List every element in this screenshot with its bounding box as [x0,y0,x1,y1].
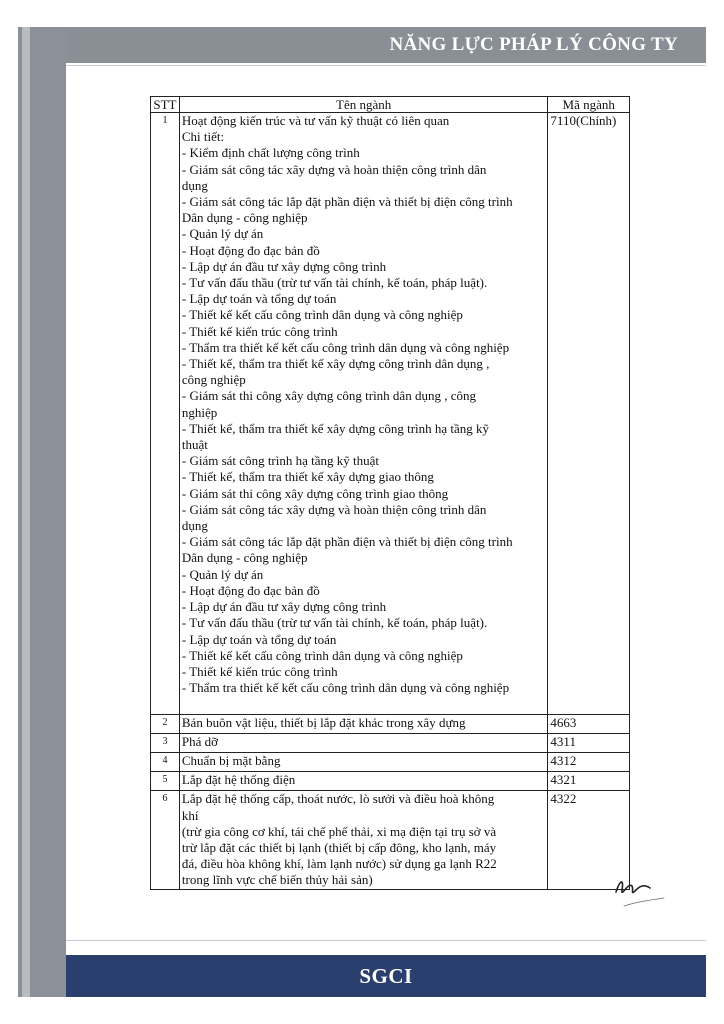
row-line: - Thẩm tra thiết kế kết cấu công trình dân dụng và công nghiệp [181,339,510,355]
row-line: trừ lắp đặt các thiết bị lạnh (thiết bị cấp đông, kho lạnh, máy [181,839,497,855]
row-name [179,791,548,889]
row-name [179,772,548,791]
row-line: dụng [181,177,208,193]
row-line: Lắp đặt hệ thống điện [181,772,296,788]
row-line: - Thiết kế kiến trúc công trình [181,323,338,339]
row-line: - Thẩm tra thiết kế kết cấu công trình dân dụng và công nghiệp [181,680,510,696]
row-stt: 3 [151,734,180,753]
row-line: - Lập dự án đầu tư xây dựng công trình [181,258,387,274]
signature-mark [606,872,678,916]
row-line: - Lập dự án đầu tư xây dựng công trình [181,599,387,615]
row-line: đá, điều hòa không khí, làm lạnh nước) sử dụng ga lạnh R22 [181,856,497,872]
page-footer [66,955,706,997]
row-code: 4312 [548,753,630,772]
header-code: Mã ngành [548,97,630,113]
row-line: Phá dỡ [181,734,219,750]
row-line: dụng [181,518,208,534]
row-line: Chi tiết: [181,129,225,145]
row-line: - Quản lý dự án [181,226,264,242]
row-line: - Thiết kế, thẩm tra thiết kế xây dựng công trình dân dụng , [181,356,490,372]
left-decor-stripe [22,27,30,997]
table-row [151,791,630,889]
row-line: - Giám sát công tác lắp đặt phần điện và thiết bị điện công trình [181,534,513,550]
row-line: - Giám sát công tác xây dựng và hoàn thiện công trình dân [181,161,487,177]
table-row [151,113,630,715]
row-stt: 1 [151,113,180,715]
row-name [179,113,548,715]
row-line: - Thiết kế, thẩm tra thiết kế xây dựng công trình hạ tầng kỹ [181,420,490,436]
row-line: khí [181,807,199,823]
header-name: Tên ngành [179,97,548,113]
row-line: - Thiết kế kiến trúc công trình [181,663,338,679]
row-line: Lắp đặt hệ thống cấp, thoát nước, lò sưởi và điều hoà không [181,791,495,807]
row-line: - Giám sát công trình hạ tầng kỹ thuật [181,453,380,469]
table-header-row [151,97,630,113]
row-stt: 4 [151,753,180,772]
row-line: nghiệp [181,404,218,420]
row-line: - Giám sát công tác xây dựng và hoàn thiện công trình dân [181,501,487,517]
row-line: - Tư vấn đấu thầu (trừ tư vấn tài chính, kế toán, pháp luật). [181,615,488,631]
row-code: 7110(Chính) [548,113,630,715]
row-stt: 2 [151,715,180,734]
row-code: 4311 [548,734,630,753]
table-row [151,753,630,772]
table-row [151,734,630,753]
row-line: Bán buôn vật liệu, thiết bị lắp đặt khác trong xây dựng [181,715,466,731]
row-line: - Tư vấn đấu thầu (trừ tư vấn tài chính, kế toán, pháp luật). [181,275,488,291]
footer-divider [66,940,706,941]
row-line: - Thiết kế kết cấu công trình dân dụng và công nghiệp [181,647,463,663]
row-line: công nghiệp [181,372,246,388]
page-title: NĂNG LỰC PHÁP LÝ CÔNG TY [389,34,678,55]
row-name [179,734,548,753]
row-line: - Lập dự toán và tổng dự toán [181,291,337,307]
row-line: - Hoạt động đo đạc bản đồ [181,582,320,598]
row-line: - Giám sát thi công xây dựng công trình giao thông [181,485,449,501]
row-line: thuật [181,437,208,453]
row-code: 4663 [548,715,630,734]
row-line: Hoạt động kiến trúc và tư vấn kỹ thuật có liên quan [181,113,450,128]
row-line: trong lĩnh vực chế biến thủy hải sản) [181,872,373,888]
row-line: - Kiểm định chất lượng công trình [181,145,360,161]
row-line: - Giám sát công tác lắp đặt phần điện và thiết bị điện công trình [181,194,513,210]
row-line: - Thiết kế, thẩm tra thiết kế xây dựng giao thông [181,469,434,485]
row-line: (trừ gia công cơ khí, tái chế phế thải, xi mạ điện tại trụ sở và [181,823,497,839]
row-line: Dân dụng - công nghiệp [181,210,308,226]
row-line: Dân dụng - công nghiệp [181,550,308,566]
row-line: - Quản lý dự án [181,566,264,582]
row-code: 4322 [548,791,630,889]
row-stt: 5 [151,772,180,791]
row-name [179,715,548,734]
header-divider [66,65,706,66]
page-header [66,27,706,63]
footer-brand: SGCI [359,963,413,988]
table-row [151,715,630,734]
header-stt: STT [151,97,180,113]
table-row [151,772,630,791]
row-code: 4321 [548,772,630,791]
row-line: Chuẩn bị mặt bằng [181,753,281,769]
row-stt: 6 [151,791,180,889]
row-name [179,753,548,772]
row-line: - Lập dự toán và tổng dự toán [181,631,337,647]
row-line: - Hoạt động đo đạc bản đồ [181,242,320,258]
industry-table [150,96,630,890]
row-line: - Giám sát thi công xây dựng công trình dân dụng , công [181,388,476,404]
row-line: - Thiết kế kết cấu công trình dân dụng và công nghiệp [181,307,463,323]
